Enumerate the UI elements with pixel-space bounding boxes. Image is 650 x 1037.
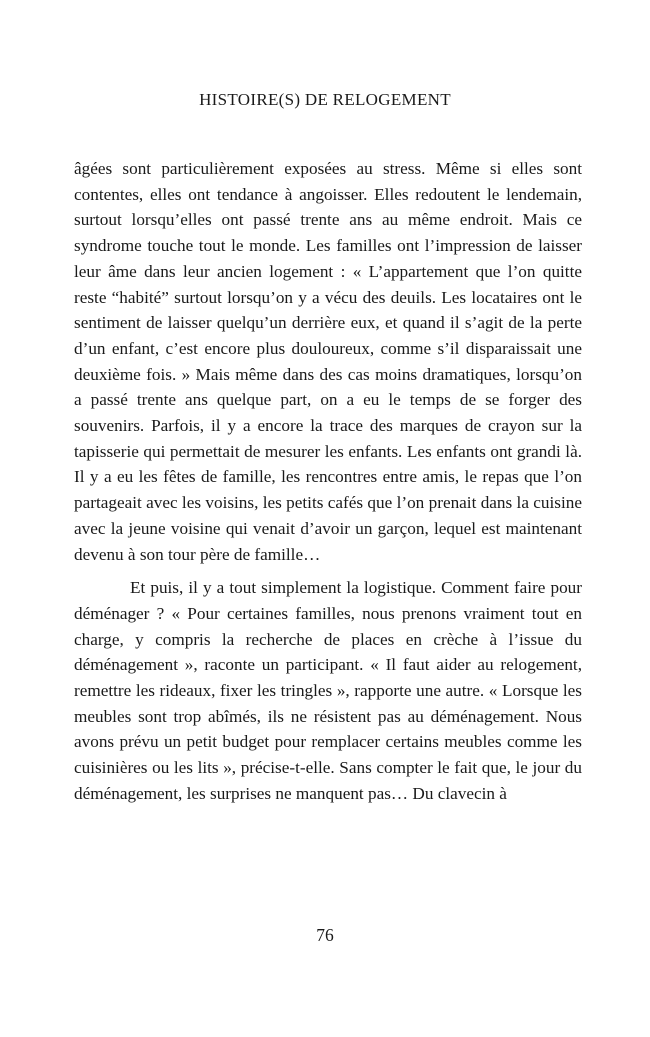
page-number: 76 <box>316 925 334 945</box>
paragraph: Et puis, il y a tout simplement la logistique. Comment faire pour déménager ? « Pour certaines familles, nous prenons vraiment tout en charge, y compris la recherche de places en crèche à l’issue du déménagement », raconte un participant. « Il faut aider au relogement, remettre les rideaux, fixer les tringles », rapporte une autre. « Lorsque les meubles sont trop abîmés, ils ne résistent pas au déménagement. Nous avons prévu un petit budget pour remplacer certains meubles comme les cuisinières ou les lits », précise-t-elle. Sans compter le fait que, le jour du déménagement, les surprises ne manquent pas… Du clavecin à <box>74 578 582 803</box>
running-header: HISTOIRE(S) DE RELOGEMENT <box>199 90 451 109</box>
body-text <box>74 156 582 807</box>
paragraph: âgées sont particulièrement exposées au stress. Même si elles sont contentes, elles ont tendance à angoisser. Elles redoutent le lendemain, surtout lorsqu’elles ont passé trente ans au même endroit. Mais ce syndrome touche tout le monde. Les familles ont l’impression de laisser leur âme dans leur ancien logement : « L’appartement que l’on quitte reste “habité” surtout lorsqu’on y a vécu des deuils. Les locataires ont le sentiment de laisser quelqu’un derrière eux, et quand il s’agit de la perte d’un enfant, c’est encore plus douloureux, comme s’il disparaissait une deuxième fois. » Mais même dans des cas moins dramatiques, lorsqu’on a passé trente ans quelque part, on a eu le temps de se forger des souvenirs. Parfois, il y a encore la trace des marques de crayon sur la tapisserie qui permettait de mesurer les enfants. Les enfants ont grandi là. Il y a eu les fêtes de famille, les rencontres entre amis, le repas que l’on partageait avec les voisins, les petits cafés que l’on prenait dans la cuisine avec la jeune voisine qui venait d’avoir un garçon, lequel est maintenant devenu à son tour père de famille… <box>74 159 582 564</box>
